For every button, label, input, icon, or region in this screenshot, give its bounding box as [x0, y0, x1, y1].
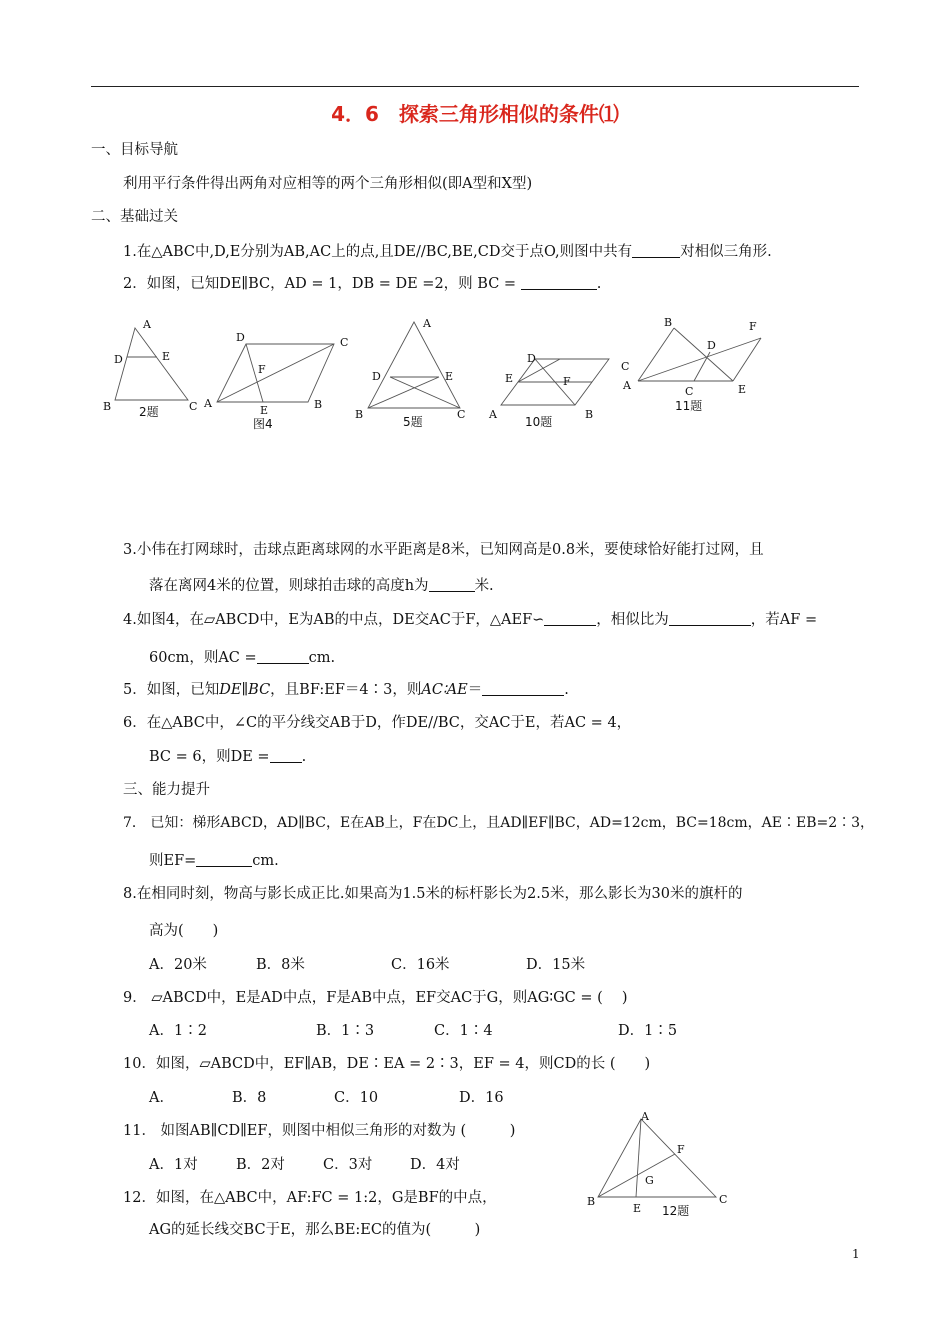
section-heading-basics: 二、基础过关 — [91, 209, 178, 225]
triangle-abc — [368, 322, 460, 408]
figure-caption: 10题 — [525, 415, 553, 429]
label-f: F — [677, 1143, 685, 1156]
label-b: B — [664, 316, 673, 329]
label-d: D — [527, 352, 536, 365]
question-10-stem: 10．如图，▱ABCD中，EF∥AB，DE∶EA = 2∶3，EF = 4，则CD的长 ( ) — [123, 1056, 651, 1072]
question-4-mid: ，相似比为 — [596, 612, 669, 628]
label-f: F — [749, 320, 757, 333]
figure-caption: 12题 — [662, 1204, 690, 1218]
question-8-option-b[interactable]: B．8米 — [256, 957, 305, 973]
question-8-option-d[interactable]: D．15米 — [526, 957, 586, 973]
question-9-option-a[interactable]: A．1∶2 — [149, 1023, 207, 1039]
question-7-line1: 7． 已知：梯形ABCD，AD∥BC，E在AB上，F在DC上，且AD∥EF∥BC，AD=12cm，BC=18cm，AE∶EB=2∶3， — [123, 815, 875, 831]
label-a: A — [623, 379, 631, 392]
question-2 — [123, 272, 601, 293]
question-6-line1: 6．在△ABC中，∠C的平分线交AB于D，作DE//BC，交AC于E，若AC = 4， — [123, 715, 632, 731]
question-6-line2 — [149, 745, 306, 766]
question-9-option-b[interactable]: B．1∶3 — [316, 1023, 375, 1039]
answer-blank[interactable] — [632, 243, 680, 258]
question-5-italic-2: AC∶AE — [421, 682, 468, 698]
label-b: B — [587, 1195, 596, 1208]
label-b: B — [355, 408, 364, 421]
label-b: B — [585, 408, 594, 421]
question-10-option-b[interactable]: B．8 — [232, 1090, 267, 1106]
label-c: C — [340, 336, 349, 349]
answer-blank[interactable] — [196, 852, 252, 867]
question-6-stem: BC = 6，则DE = — [149, 749, 270, 765]
section-heading-goals: 一、目标导航 — [91, 142, 178, 158]
section-heading-advanced: 三、能力提升 — [123, 782, 210, 798]
question-6-tail: . — [301, 749, 307, 765]
label-e: E — [162, 350, 171, 363]
question-11-option-a[interactable]: A．1对 — [149, 1157, 198, 1173]
question-10-option-c[interactable]: C．10 — [334, 1090, 379, 1106]
label-c: C — [457, 408, 466, 421]
answer-blank[interactable] — [521, 275, 597, 290]
figure-4 — [200, 328, 355, 432]
question-5-tail: . — [564, 682, 569, 698]
label-c: C — [189, 400, 198, 413]
label-a: A — [489, 408, 497, 421]
question-8-option-a[interactable]: A．20米 — [149, 957, 207, 973]
question-11-option-d[interactable]: D．4对 — [410, 1157, 460, 1173]
question-3-line1: 3.小伟在打网球时，击球点距离球网的水平距离是8米，已知网高是0.8米，要使球恰好能打过网，且 — [123, 542, 764, 558]
label-a: A — [204, 397, 212, 410]
figure-q10 — [485, 350, 635, 432]
question-2-stem: 2．如图，已知DE∥BC，AD = 1，DB = DE =2，则 BC = — [123, 276, 517, 292]
question-8-line1: 8.在相同时刻，物高与影长成正比.如果高为1.5米的标杆影长为2.5米，那么影长为30米的旗杆的 — [123, 886, 743, 902]
figure-caption: 图4 — [253, 417, 273, 431]
label-c: C — [685, 385, 694, 398]
label-d: D — [372, 370, 381, 383]
label-f: F — [258, 363, 266, 376]
label-c: C — [621, 360, 630, 373]
label-a: A — [143, 318, 151, 331]
question-11-option-b[interactable]: B．2对 — [236, 1157, 285, 1173]
question-12-line1: 12．如图，在△ABC中，AF:FC = 1:2，G是BF的中点， — [123, 1190, 497, 1206]
question-3-line2 — [149, 574, 494, 595]
question-8-line2: 高为( ) — [149, 923, 219, 939]
page-title: 4．6 探索三角形相似的条件⑴ — [331, 102, 619, 126]
answer-blank[interactable] — [544, 611, 596, 626]
answer-blank[interactable] — [669, 611, 751, 626]
triangle-abc — [598, 1119, 716, 1197]
figure-q5 — [350, 312, 475, 430]
answer-blank[interactable] — [257, 649, 309, 664]
question-10-option-a[interactable]: A． — [149, 1090, 174, 1106]
question-7-stem: 则EF= — [149, 853, 197, 869]
question-4-line2 — [149, 646, 335, 667]
label-e: E — [505, 372, 514, 385]
label-c: C — [719, 1193, 728, 1206]
question-4-line1 — [123, 608, 817, 629]
label-b: B — [314, 398, 323, 411]
question-3-stem: 落在离网4米的位置，则球拍击球的高度h为 — [149, 578, 429, 594]
answer-blank[interactable] — [482, 681, 564, 696]
question-1 — [123, 240, 772, 261]
question-7-line2 — [149, 849, 279, 870]
question-5-mid: ，且BF:EF＝4∶3，则 — [270, 682, 422, 698]
question-5 — [123, 678, 569, 699]
figure-q2 — [100, 312, 200, 424]
question-5-stem: 5．如图，已知 — [123, 682, 220, 698]
figure-caption: 2题 — [139, 405, 159, 419]
label-e: E — [260, 404, 269, 417]
label-e: E — [445, 370, 454, 383]
figure-q12 — [583, 1106, 733, 1222]
segment-ae — [636, 1119, 641, 1197]
question-9-option-d[interactable]: D．1∶5 — [618, 1023, 678, 1039]
label-b: B — [103, 400, 112, 413]
question-4-line2-tail: cm. — [308, 650, 336, 666]
question-4-stem: 4.如图4，在▱ABCD中，E为AB的中点，DE交AC于F，△AEF∽ — [123, 612, 545, 628]
label-d: D — [114, 353, 123, 366]
question-9-stem: 9． ▱ABCD中，E是AD中点，F是AB中点，EF交AC于G，则AG∶GC = ( ) — [123, 990, 628, 1006]
question-7-tail: cm. — [252, 853, 279, 869]
label-f: F — [563, 375, 571, 388]
label-a: A — [423, 317, 431, 330]
figure-q11 — [618, 312, 768, 416]
segment-dc — [694, 352, 710, 381]
question-4-tail: ，若AF = — [750, 612, 818, 628]
segment-be — [674, 328, 733, 381]
segment-e-top — [518, 359, 560, 382]
question-2-tail: . — [596, 276, 602, 292]
question-11-option-c[interactable]: C．3对 — [323, 1157, 373, 1173]
label-d: D — [236, 331, 245, 344]
segment-ab — [638, 328, 674, 381]
question-5-eq: ＝ — [467, 682, 483, 698]
question-1-tail: 对相似三角形. — [680, 244, 772, 260]
question-8-option-c[interactable]: C．16米 — [391, 957, 450, 973]
question-10-option-d[interactable]: D．16 — [459, 1090, 504, 1106]
diagonal-ac — [217, 344, 334, 402]
figure-caption: 5题 — [403, 415, 423, 429]
question-9-option-c[interactable]: C．1∶4 — [434, 1023, 493, 1039]
question-1-stem: 1.在△ABC中,D,E分别为AB,AC上的点,且DE//BC,BE,CD交于点O,则图中共有 — [123, 244, 633, 260]
triangle-abc — [115, 328, 188, 400]
label-e: E — [633, 1202, 642, 1215]
label-d: D — [707, 339, 716, 352]
question-3-tail: 米. — [474, 578, 494, 594]
question-12-line2: AG的延长线交BC于E，那么BE:EC的值为( ) — [149, 1222, 481, 1238]
header-rule — [91, 86, 859, 87]
label-a: A — [641, 1110, 649, 1123]
question-5-italic-1: DE∥BC — [219, 682, 271, 698]
figure-caption: 11题 — [675, 399, 703, 413]
segment-af — [638, 338, 761, 381]
segment-ef — [733, 338, 761, 381]
label-g: G — [645, 1174, 654, 1187]
label-e: E — [738, 383, 747, 396]
answer-blank[interactable] — [270, 748, 302, 763]
answer-blank[interactable] — [429, 577, 475, 592]
page-number: 1 — [852, 1247, 860, 1261]
question-4-line2-stem: 60cm，则AC = — [149, 650, 257, 666]
goals-text: 利用平行条件得出两角对应相等的两个三角形相似(即A型和X型) — [123, 176, 533, 192]
question-11-stem: 11． 如图AB∥CD∥EF，则图中相似三角形的对数为 ( ) — [123, 1123, 516, 1139]
